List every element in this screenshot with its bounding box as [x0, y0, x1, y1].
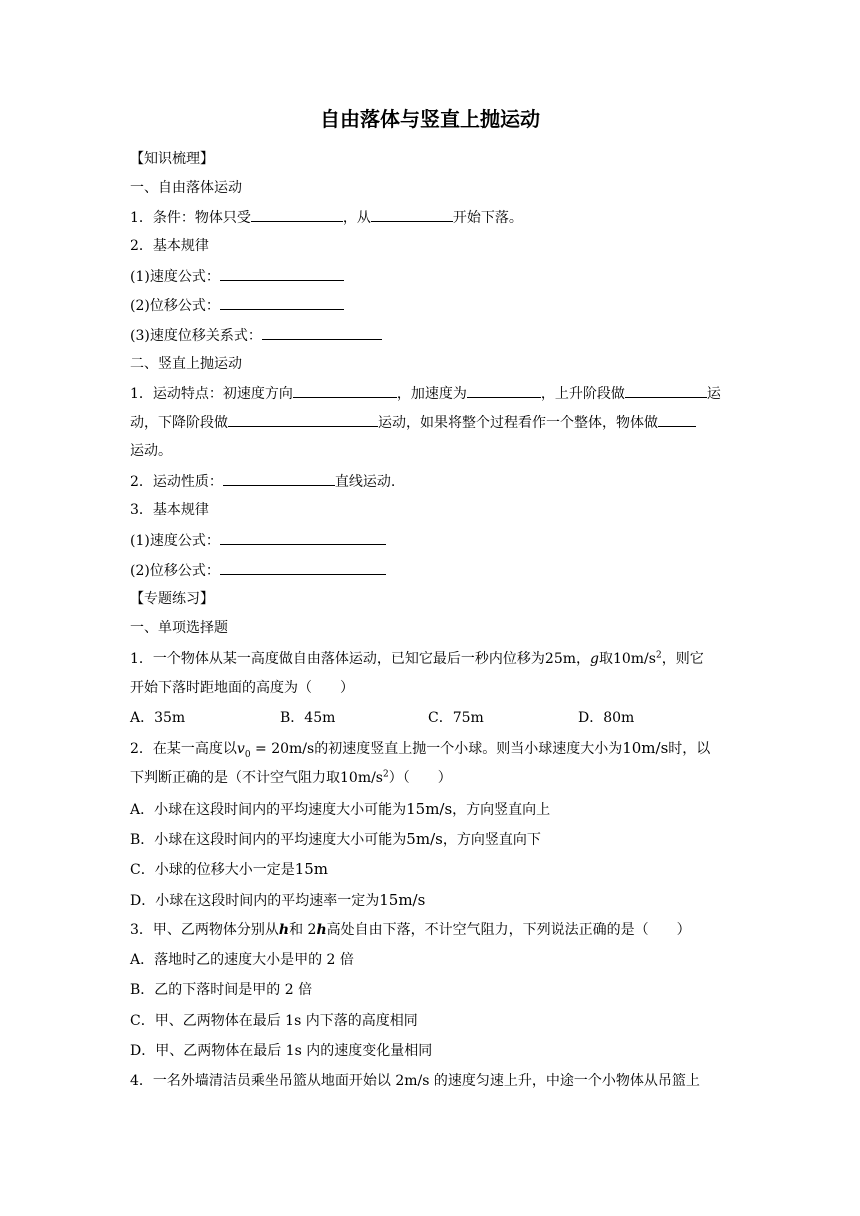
q1-option-c[interactable]: C．75m: [428, 710, 484, 726]
q1-line-1: [130, 649, 704, 669]
practice-heading: 【专题练习】: [130, 591, 214, 607]
q3-stem: [130, 920, 691, 940]
answer-blank[interactable]: [371, 207, 453, 222]
q2-option-c[interactable]: [130, 859, 328, 880]
answer-blank[interactable]: [220, 560, 386, 575]
free-fall-heading: 一、自由落体运动: [130, 180, 242, 196]
ff-velocity-label: (1)速度公式：: [130, 269, 220, 285]
q1-option-b[interactable]: B．45m: [280, 710, 336, 726]
q1-text: 取: [598, 651, 613, 667]
q1-g-exponent: 2: [655, 650, 662, 661]
ff-condition-prefix: 1．条件：物体只受: [130, 210, 251, 226]
q2-text: ）（ ）: [388, 770, 452, 786]
q2-option-a-text: A．小球在这段时间内的平均速度大小可能为: [130, 802, 407, 818]
q3-option-d[interactable]: D．甲、乙两物体在最后 1s 内的速度变化量相同: [130, 1043, 433, 1059]
ff-vel-disp-line: [130, 325, 382, 346]
ff-vel-disp-label: (3)速度位移关系式：: [130, 328, 262, 344]
q2-text: 2．在某一高度以: [130, 741, 237, 757]
q2-line-1: [130, 738, 710, 759]
answer-blank[interactable]: [293, 383, 397, 398]
answer-blank[interactable]: [251, 207, 343, 222]
q3-h-symbol: h: [316, 922, 327, 938]
review-heading: 【知识梳理】: [130, 151, 214, 167]
q2-text: 下判断正确的是（不计空气阻力取: [130, 770, 340, 786]
q2-text: 时，以: [668, 741, 711, 757]
q2-option-c-value: 15m: [294, 860, 329, 878]
vt-velocity-label: (1)速度公式：: [130, 533, 220, 549]
ff-displacement-label: (2)位移公式：: [130, 298, 220, 314]
vt-nature-line: [130, 471, 395, 492]
q1-g-symbol: g: [590, 651, 599, 667]
answer-blank[interactable]: [467, 383, 541, 398]
answer-blank[interactable]: [228, 412, 378, 427]
q1-text: ，则它: [661, 651, 704, 667]
vt-laws: 3．基本规律: [130, 502, 209, 518]
answer-blank[interactable]: [223, 471, 335, 486]
answer-blank[interactable]: [220, 530, 386, 545]
vt-nature-prefix: 2．运动性质：: [130, 474, 223, 490]
q2-line-2: [130, 768, 452, 788]
q3-text: 高处自由下落，不计空气阻力，下列说法正确的是（ ）: [326, 922, 691, 938]
vt-displacement-line: [130, 560, 386, 581]
q1-options: [130, 708, 634, 728]
vt-feature-text: 运: [706, 386, 721, 402]
q2-speed: 10m/s: [622, 739, 669, 757]
q3-option-b[interactable]: B．乙的下落时间是甲的 2 倍: [130, 982, 313, 998]
q2-option-a-value: 15m/s: [406, 800, 453, 818]
vt-feature-line-1: [130, 383, 721, 404]
ff-velocity-line: [130, 266, 344, 287]
q2-option-d-value: 15m/s: [379, 891, 426, 909]
ff-displacement-line: [130, 295, 344, 316]
q1-option-a[interactable]: A．35m: [130, 710, 186, 726]
answer-blank[interactable]: [220, 295, 344, 310]
q2-option-d[interactable]: [130, 890, 425, 911]
q1-line-2: 开始下落时距地面的高度为（ ）: [130, 680, 354, 696]
q3-h-symbol: h: [278, 922, 290, 938]
q2-v-value: = 20m/s: [250, 741, 315, 757]
vt-heading: 二、竖直上抛运动: [130, 356, 242, 372]
vt-feature-text: ，加速度为: [396, 386, 467, 402]
page-title: 自由落体与竖直上抛运动: [320, 107, 540, 131]
q2-v-symbol: v: [236, 741, 245, 757]
ff-condition-mid: ，从: [342, 210, 371, 226]
q1-option-d[interactable]: D．80m: [578, 710, 635, 726]
q2-text: 的初速度竖直上抛一个小球。则当小球速度大小为: [314, 741, 623, 757]
q2-g-value: 10m/s: [340, 770, 383, 786]
q2-option-a-text: ，方向竖直向上: [452, 802, 551, 818]
vt-feature-text: 1．运动特点：初速度方向: [130, 386, 293, 402]
q3-option-a[interactable]: A．落地时乙的速度大小是甲的 2 倍: [130, 952, 354, 968]
q3-text: 和 2: [289, 922, 317, 938]
vt-feature-line-2: [130, 412, 696, 433]
q4-line-1: 4．一名外墙清洁员乘坐吊篮从地面开始以 2m/s 的速度匀速上升，中途一个小物体从吊篮上: [130, 1073, 700, 1089]
answer-blank[interactable]: [625, 383, 707, 398]
ff-laws: 2．基本规律: [130, 238, 209, 254]
vt-feature-line-3: 运动。: [130, 443, 172, 459]
answer-blank[interactable]: [658, 412, 696, 427]
ff-condition-line: [130, 207, 523, 228]
answer-blank[interactable]: [220, 266, 344, 281]
q2-option-b-value: 5m/s: [406, 830, 443, 848]
q2-option-a[interactable]: [130, 799, 550, 820]
ff-condition-suffix: 开始下落。: [452, 210, 523, 226]
answer-blank[interactable]: [262, 325, 382, 340]
q2-option-b-text: B．小球在这段时间内的平均速度大小可能为: [130, 832, 407, 848]
vt-feature-text: 动，下降阶段做: [130, 415, 228, 431]
q2-option-b-text: ，方向竖直向下: [442, 832, 541, 848]
mc-heading: 一、单项选择题: [130, 620, 228, 636]
vt-velocity-line: [130, 530, 386, 551]
vt-feature-text: ，上升阶段做: [540, 386, 625, 402]
vt-nature-suffix: 直线运动.: [334, 474, 396, 490]
vt-feature-text: 运动，如果将整个过程看作一个整体，物体做: [378, 415, 658, 431]
q2-v-subscript: 0: [244, 749, 251, 760]
vt-displacement-label: (2)位移公式：: [130, 563, 220, 579]
q2-option-b[interactable]: [130, 829, 541, 850]
q1-text: 1．一个物体从某一高度做自由落体运动，已知它最后一秒内位移为25m，: [130, 651, 590, 667]
q3-text: 3．甲、乙两物体分别从: [130, 922, 279, 938]
q2-option-d-text: D．小球在这段时间内的平均速率一定为: [130, 893, 380, 909]
q3-option-c[interactable]: C．甲、乙两物体在最后 1s 内下落的高度相同: [130, 1013, 418, 1029]
q1-g-value: 10m/s: [612, 651, 656, 667]
q2-option-c-text: C．小球的位移大小一定是: [130, 862, 295, 878]
q2-g-exponent: 2: [383, 769, 389, 780]
